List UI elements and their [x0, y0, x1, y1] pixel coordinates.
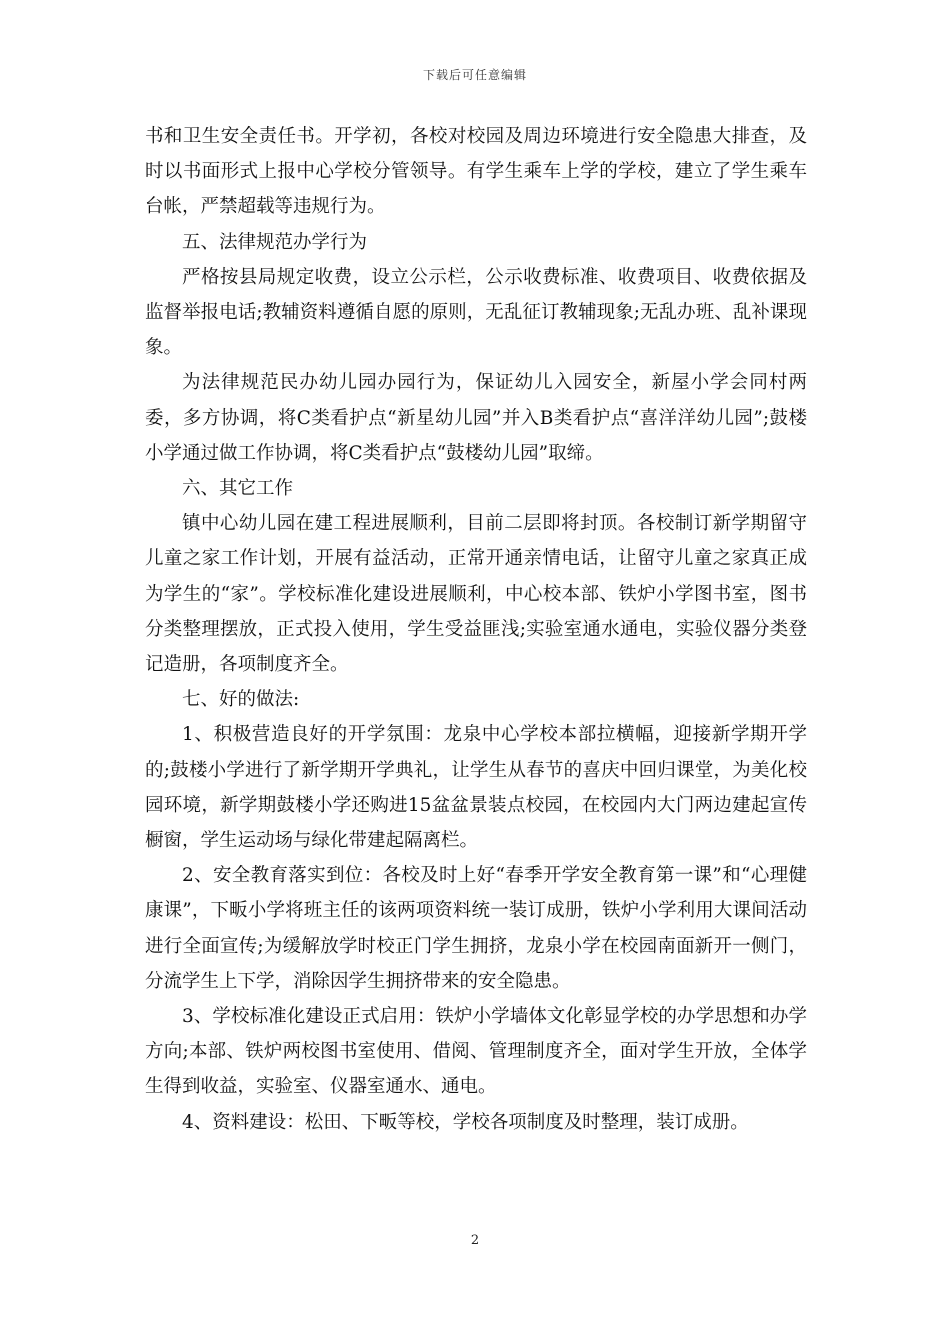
section-heading-5: 五、法律规范办学行为	[182, 231, 368, 253]
page-number: 2	[470, 1233, 480, 1248]
paragraph-fees: 严格按县局规定收费，设立公示栏，公示收费标准、收费项目、收费依据及监督举报电话;教辅资料遵循自愿的原则，无乱征订教辅现象;无乱办班、乱补课现象。	[145, 266, 807, 359]
document-body	[145, 119, 807, 1140]
paragraph-practice-4: 4、资料建设：松田、下畈等校，学校各项制度及时整理，装订成册。	[182, 1111, 749, 1133]
page-header-note: 下载后可任意编辑	[422, 68, 527, 82]
section-heading-7: 七、好的做法:	[182, 689, 300, 711]
paragraph-continuation: 书和卫生安全责任书。开学初，各校对校园及周边环境进行安全隐患大排查，及时以书面形式上报中心学校分管领导。有学生乘车上学的学校，建立了学生乘车台帐，严禁超载等违规行为。	[145, 126, 807, 218]
paragraph-practice-1: 1、积极营造良好的开学氛围：龙泉中心学校本部拉横幅，迎接新学期开学的;鼓楼小学进行了新学期开学典礼，让学生从春节的喜庆中回归课堂，为美化校园环境，新学期鼓楼小学还购进15盆盆景装点校园，在校园内大门两边建起宣传橱窗，学生运动场与绿化带建起隔离栏。	[145, 724, 807, 852]
paragraph-practice-3: 3、学校标准化建设正式启用：铁炉小学墙体文化彰显学校的办学思想和办学方向;本部、铁炉两校图书室使用、借阅、管理制度齐全，面对学生开放，全体学生得到收益，实验室、仪器室通水、通电。	[145, 1006, 807, 1098]
paragraph-kindergarten: 为法律规范民办幼儿园办园行为，保证幼儿入园安全，新屋小学会同村两委，多方协调，将C类看护点“新星幼儿园”并入B类看护点“喜洋洋幼儿园”;鼓楼小学通过做工作协调，将C类看护点“鼓楼幼儿园”取缔。	[145, 372, 807, 464]
paragraph-practice-2: 2、安全教育落实到位：各校及时上好“春季开学安全教育第一课”和“心理健康课”，下畈小学将班主任的该两项资料统一装订成册，铁炉小学利用大课间活动进行全面宣传;为缓解放学时校正门学生拥挤，龙泉小学在校园南面新开一侧门，分流学生上下学，消除因学生拥挤带来的安全隐患。	[145, 865, 807, 992]
paragraph-other-work: 镇中心幼儿园在建工程进展顺利，目前二层即将封顶。各校制订新学期留守儿童之家工作计划，开展有益活动，正常开通亲情电话，让留守儿童之家真正成为学生的“家”。学校标准化建设进展顺利，中心校本部、铁炉小学图书室，图书分类整理摆放，正式投入使用，学生受益匪浅;实验室通水通电，实验仪器分类登记造册，各项制度齐全。	[145, 513, 807, 676]
section-heading-6: 六、其它工作	[182, 478, 294, 500]
